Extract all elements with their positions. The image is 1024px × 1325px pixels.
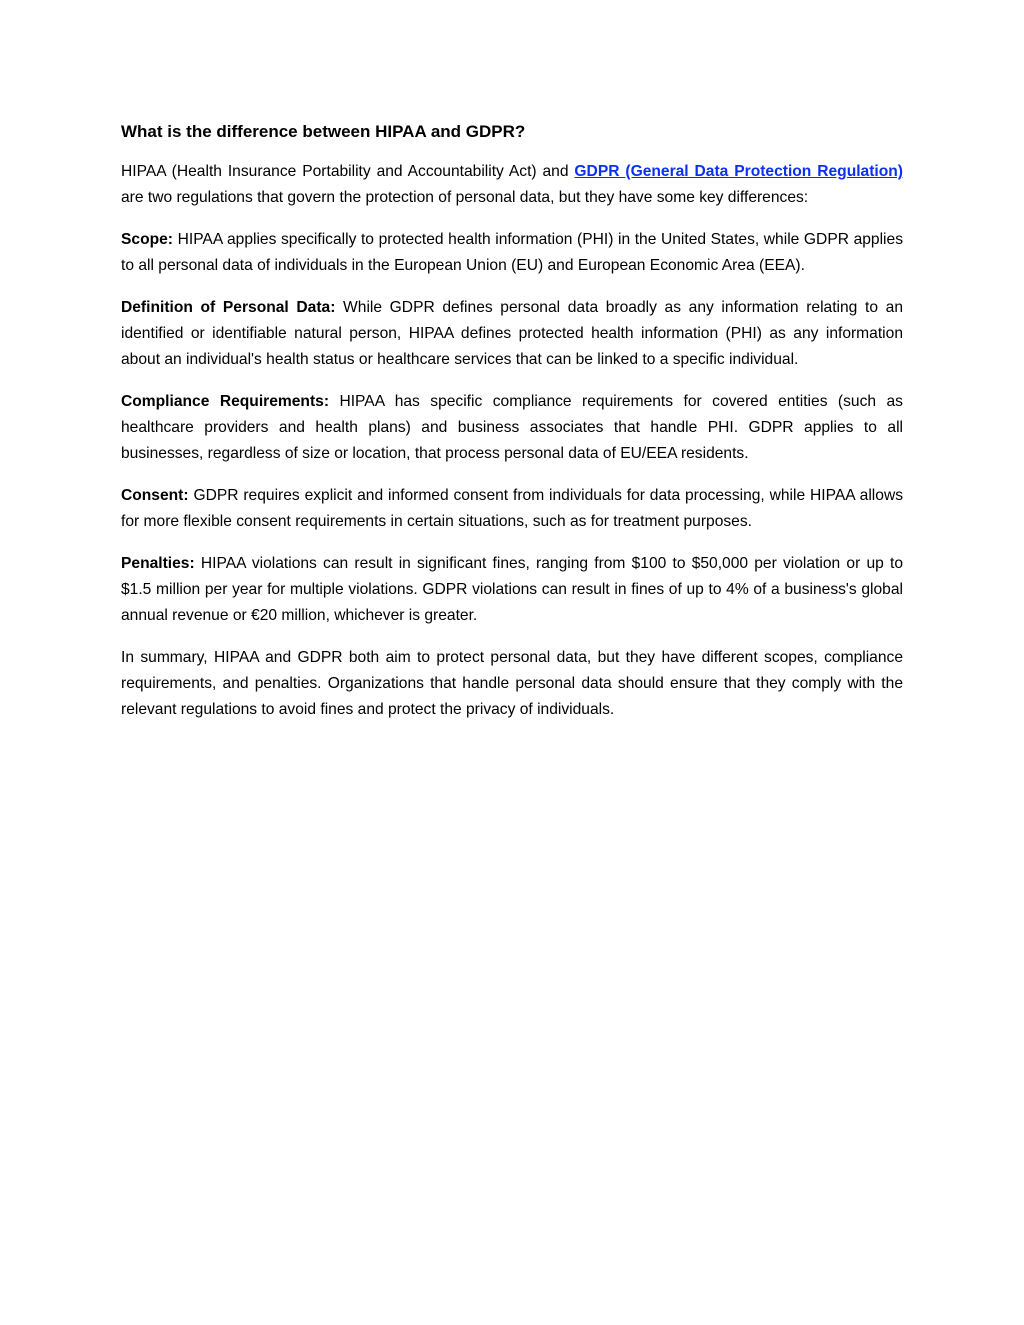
gdpr-link[interactable]: GDPR (General Data Protection Regulation) <box>574 163 903 180</box>
scope-text: HIPAA applies specifically to protected health information (PHI) in the United States, while GDPR applies to all personal data of individuals in the European Union (EU) and European Economic Area (EEA). <box>121 231 903 274</box>
compliance-paragraph <box>121 389 903 467</box>
consent-text: GDPR requires explicit and informed consent from individuals for data processing, while HIPAA allows for more flexible consent requirements in certain situations, such as for treatment purposes. <box>121 487 903 530</box>
definition-text: While GDPR defines personal data broadly as any information relating to an identified or identifiable natural person, HIPAA defines protected health information (PHI) as any information about an individual's health status or healthcare services that can be linked to a specific individual. <box>121 299 903 368</box>
consent-heading: Consent: <box>121 487 189 504</box>
intro-text-after-link: are two regulations that govern the protection of personal data, but they have some key differences: <box>121 189 809 206</box>
consent-paragraph <box>121 483 903 535</box>
penalties-heading: Penalties: <box>121 555 195 572</box>
definition-heading: Definition of Personal Data: <box>121 299 336 316</box>
definition-paragraph <box>121 295 903 373</box>
document-title: What is the difference between HIPAA and GDPR? <box>121 122 526 141</box>
penalties-text: HIPAA violations can result in significant fines, ranging from $100 to $50,000 per violation or up to $1.5 million per year for multiple violations. GDPR violations can result in fines of up to 4% of a business's global annual revenue or €20 million, whichever is greater. <box>121 555 903 624</box>
scope-paragraph <box>121 227 903 279</box>
document-body <box>121 119 903 739</box>
intro-paragraph <box>121 159 903 211</box>
summary-paragraph: In summary, HIPAA and GDPR both aim to protect personal data, but they have different scopes, compliance requirements, and penalties. Organizations that handle personal data should ensure that they comply with the relevant regulations to avoid fines and protect the privacy of individuals. <box>121 649 903 718</box>
penalties-paragraph <box>121 551 903 629</box>
compliance-text: HIPAA has specific compliance requirements for covered entities (such as healthcare providers and health plans) and business associates that handle PHI. GDPR applies to all businesses, regardless of size or location, that process personal data of EU/EEA residents. <box>121 393 903 462</box>
compliance-heading: Compliance Requirements: <box>121 393 330 410</box>
intro-text-before-link: HIPAA (Health Insurance Portability and Accountability Act) and <box>121 163 575 180</box>
scope-heading: Scope: <box>121 231 173 248</box>
